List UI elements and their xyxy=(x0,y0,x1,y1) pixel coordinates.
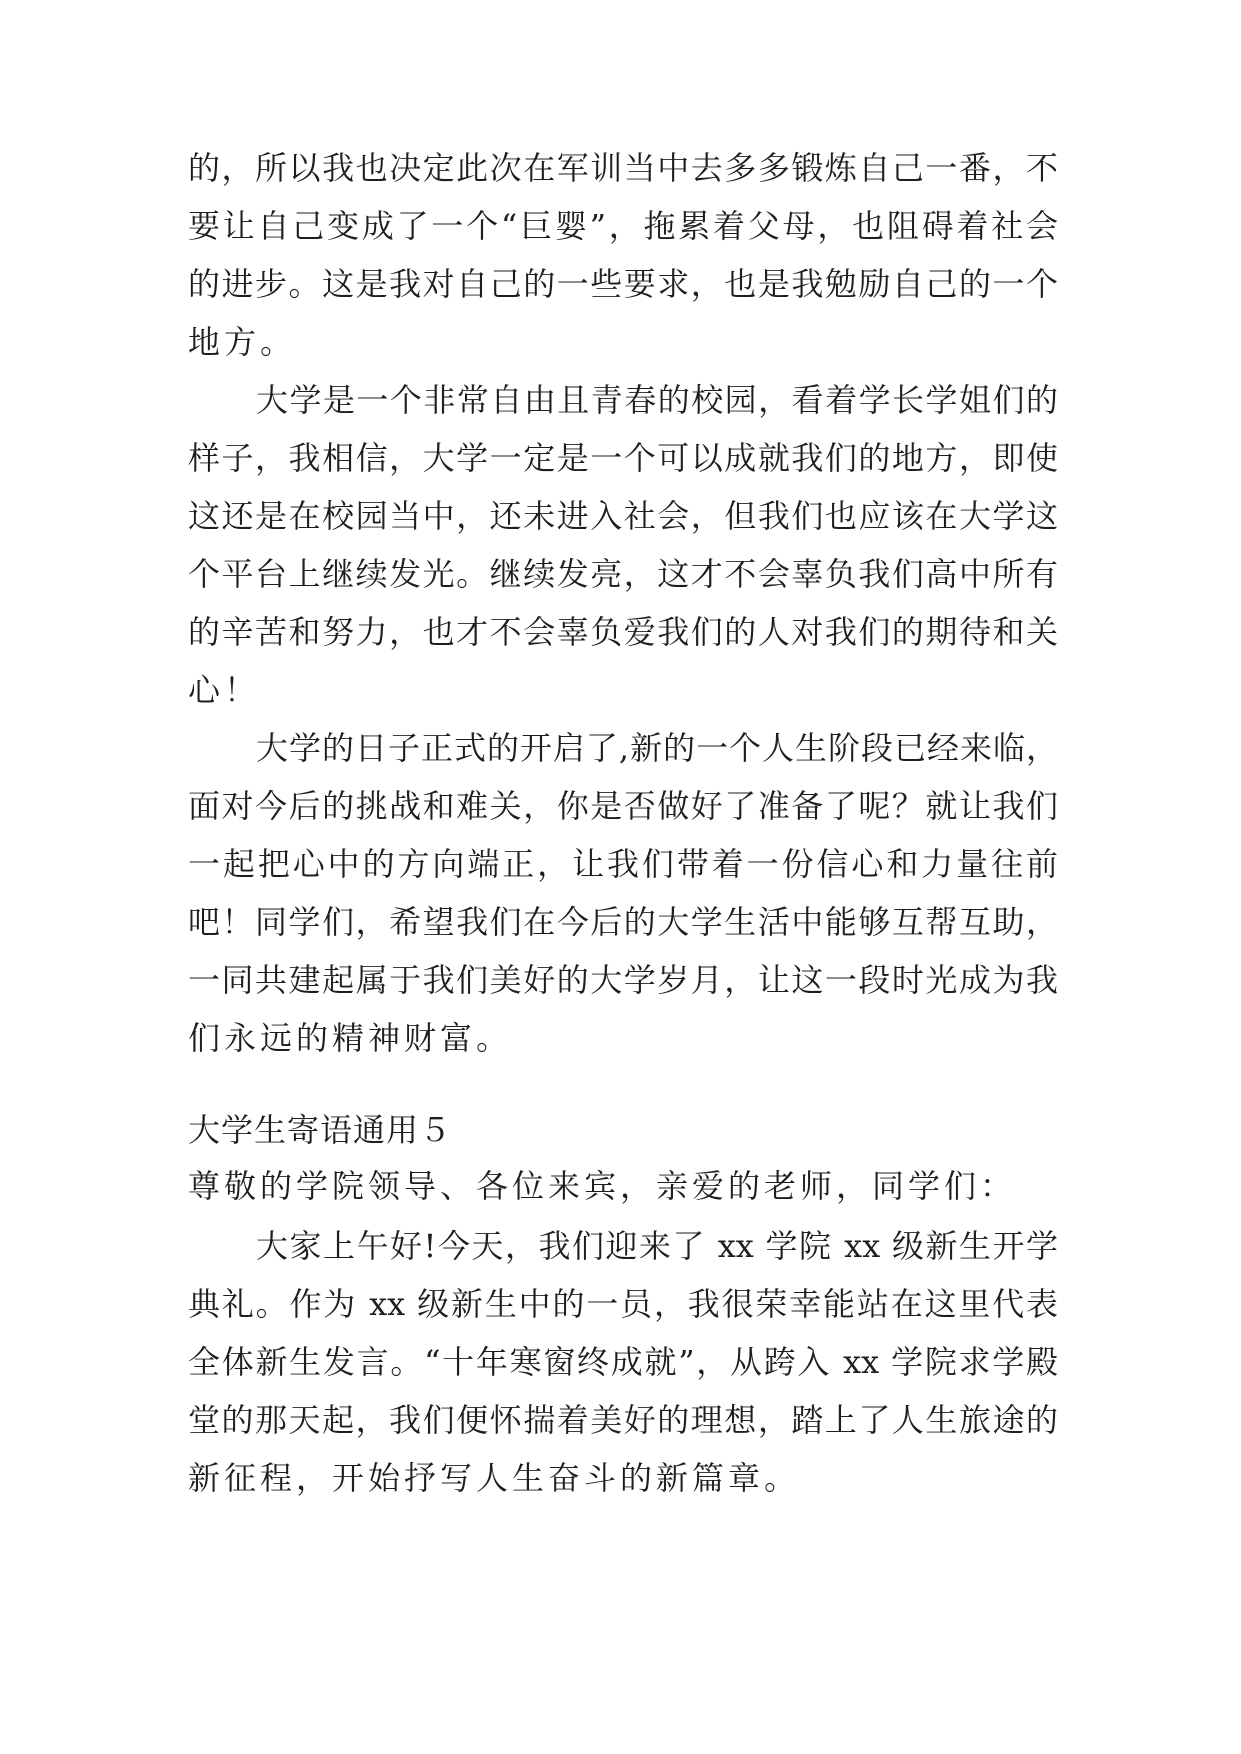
paragraph-line: 心！ xyxy=(188,671,261,709)
paragraph-line: 这还是在校园当中，还未进入社会，但我们也应该在大学这 xyxy=(188,497,1058,535)
paragraph-line: 大学是一个非常自由且青春的校园，看着学长学姐们的 xyxy=(256,381,1058,419)
paragraph-line: 的进步。这是我对自己的一些要求，也是我勉励自己的一个 xyxy=(188,265,1058,303)
paragraph-line: 个平台上继续发光。继续发亮，这才不会辜负我们高中所有 xyxy=(188,555,1058,593)
paragraph-line: 样子，我相信，大学一定是一个可以成就我们的地方，即使 xyxy=(188,439,1058,477)
paragraph-line: 新征程，开始抒写人生奋斗的新篇章。 xyxy=(188,1459,801,1497)
paragraph-line: 典礼。作为 xx 级新生中的一员，我很荣幸能站在这里代表 xyxy=(188,1285,1058,1323)
paragraph-line: 吧！同学们，希望我们在今后的大学生活中能够互帮互助， xyxy=(188,903,1058,941)
paragraph-line: 地方。 xyxy=(188,323,297,361)
paragraph-line: 要让自己变成了一个“巨婴”，拖累着父母，也阻碍着社会 xyxy=(188,207,1058,245)
paragraph-line: 大家上午好!今天，我们迎来了 xx 学院 xx 级新生开学 xyxy=(256,1227,1058,1265)
paragraph-line: 们永远的精神财富。 xyxy=(188,1019,513,1057)
paragraph-line: 一起把心中的方向端正，让我们带着一份信心和力量往前 xyxy=(188,845,1058,883)
paragraph-line: 一同共建起属于我们美好的大学岁月，让这一段时光成为我 xyxy=(188,961,1058,999)
paragraph-line: 大学的日子正式的开启了,新的一个人生阶段已经来临， xyxy=(256,729,1058,767)
paragraph-line: 的辛苦和努力，也才不会辜负爱我们的人对我们的期待和关 xyxy=(188,613,1058,651)
paragraph-line: 面对今后的挑战和难关，你是否做好了准备了呢？就让我们 xyxy=(188,787,1058,825)
paragraph-line: 全体新生发言。“十年寒窗终成就”，从跨入 xx 学院求学殿 xyxy=(188,1343,1058,1381)
salutation-line: 尊敬的学院领导、各位来宾，亲爱的老师，同学们： xyxy=(188,1167,1017,1205)
section-heading: 大学生寄语通用５ xyxy=(188,1111,453,1149)
paragraph-line: 的，所以我也决定此次在军训当中去多多锻炼自己一番，不 xyxy=(188,149,1058,187)
paragraph-line: 堂的那天起，我们便怀揣着美好的理想，踏上了人生旅途的 xyxy=(188,1401,1058,1439)
